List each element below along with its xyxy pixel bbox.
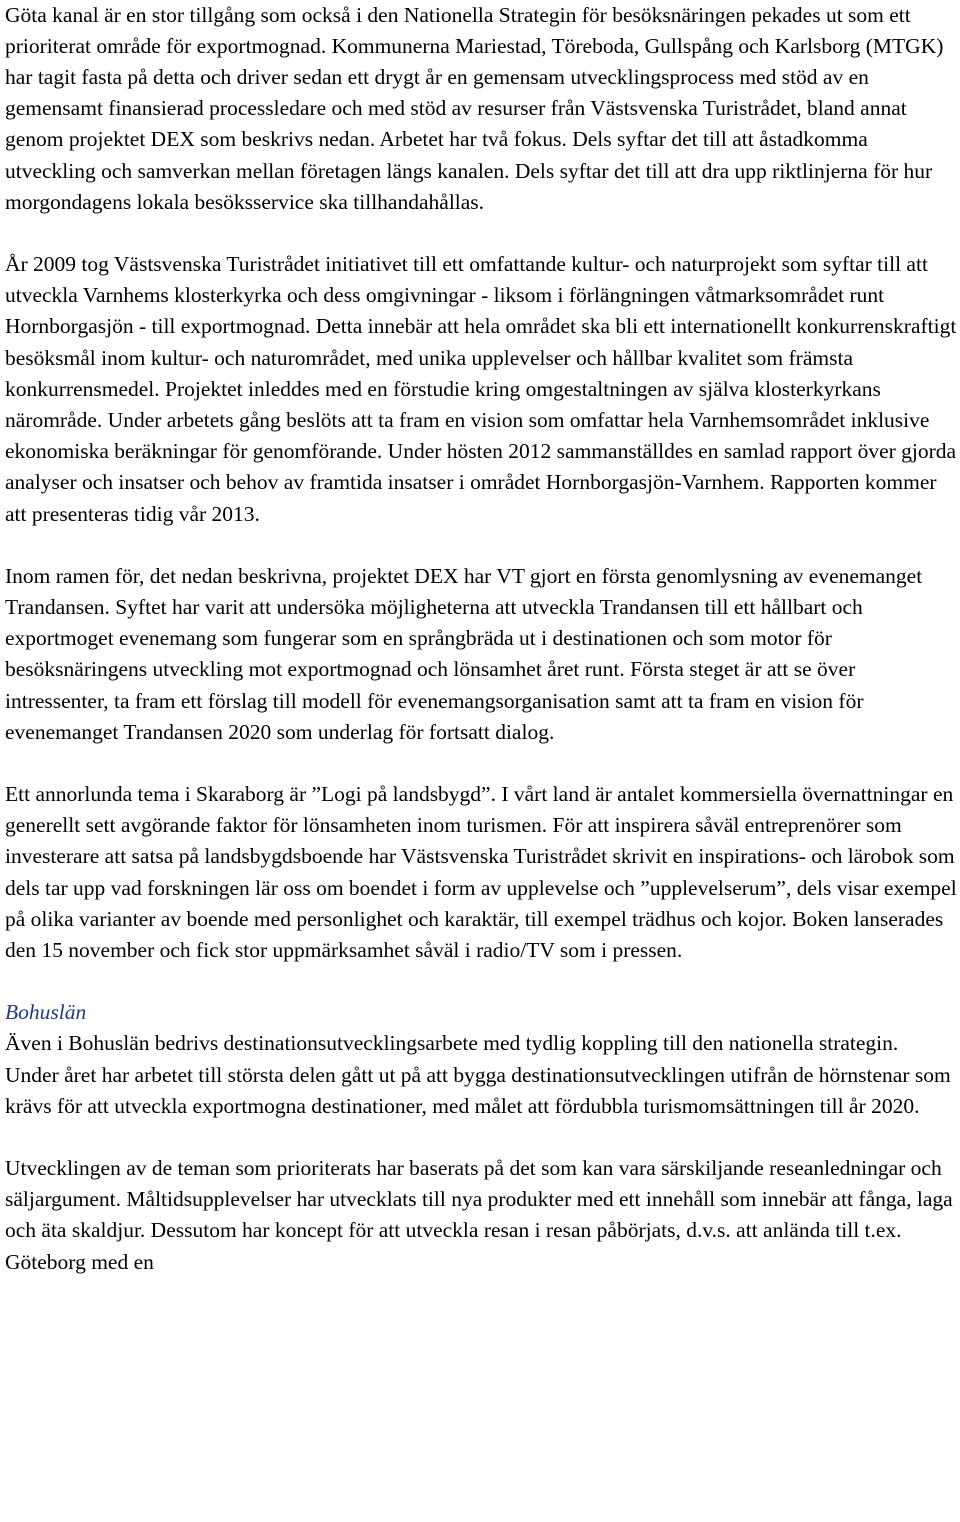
paragraph-logi-landsbygd: Ett annorlunda tema i Skaraborg är ”Logi på landsbygd”. I vårt land är antalet kommersiella övernattningar en generellt sett avgörande faktor för lönsamheten inom turismen. För att inspirera såväl entreprenörer som investerare att satsa på landsbygdsboende har Västsvenska Turistrådet skrivit en inspirations- och lärobok som dels tar upp vad forskningen lär oss om boendet i form av upplevelse och ”upplevelserum”, dels visar exempel på olika varianter av boende med personlighet och karaktär, till exempel trädhus och kojor. Boken lanserades den 15 november och fick stor uppmärksamhet såväl i radio/TV som i pressen. bbox=[5, 781, 957, 962]
paragraph-teman: Utvecklingen av de teman som prioriterats har baserats på det som kan vara särskiljande reseanledningar och säljargument. Måltidsupplevelser har utvecklats till nya produkter med ett innehåll som innebär att fånga, laga och äta skaldjur. Dessutom har koncept för att utveckla resan i resan påbörjats, d.v.s. att anlända till t.ex. Göteborg med en bbox=[5, 1156, 953, 1274]
document-page bbox=[5, 0, 957, 1278]
section-heading-bohuslan: Bohuslän bbox=[5, 1000, 87, 1025]
paragraph-trandansen: Inom ramen för, det nedan beskrivna, projektet DEX har VT gjort en första genomlysning av evenemanget Trandansen. Syftet har varit att undersöka möjligheterna att utveckla Trandansen till ett hållbart och exportmoget evenemang som fungerar som en språngbräda ut i destinationen och som motor för besöksnäringens utveckling mot exportmognad och lönsamhet året runt. Första steget är att se över intressenter, ta fram ett förslag till modell för evenemangsorganisation samt att ta fram en vision för evenemanget Trandansen 2020 som underlag för fortsatt dialog. bbox=[5, 563, 923, 744]
paragraph-bohuslan: Även i Bohuslän bedrivs destinationsutvecklingsarbete med tydlig koppling till den nationella strategin. Under året har arbetet till största delen gått ut på att bygga destinationsutvecklingen utifrån de hörnstenar som krävs för att utveckla exportmogna destinationer, med målet att fördubbla turismomsättningen till år 2020. bbox=[5, 1031, 951, 1118]
paragraph-gota-kanal bbox=[5, 0, 957, 218]
paragraph-gota-kanal-focus: Arbetet har två fokus. Dels syftar det till att åstadkomma utveckling och samverkan mellan företagen längs kanalen. Dels syftar det till att dra upp riktlinjerna för hur morgondagens lokala besöksservice ska tillhandahållas. bbox=[5, 127, 933, 214]
paragraph-varnhem: År 2009 tog Västsvenska Turistrådet initiativet till ett omfattande kultur- och naturprojekt som syftar till att utveckla Varnhems klosterkyrka och dess omgivningar - liksom i förlängningen våtmarksområdet runt Hornborgasjön - till exportmognad. Detta innebär att hela området ska bli ett internationellt konkurrenskraftigt besöksmål inom kultur- och naturområdet, med unika upplevelser och hållbar kvalitet som främsta konkurrensmedel. Projektet inleddes med en förstudie kring omgestaltningen av själva klosterkyrkans närområde. Under arbetets gång beslöts att ta fram en vision som omfattar hela Varnhemsområdet inklusive ekonomiska beräkningar för genomförande. Under hösten 2012 sammanställdes en samlad rapport över gjorda analyser och insatser och behov av framtida insatser i området Hornborgasjön-Varnhem. Rapporten kommer att presenteras tidig vår 2013. bbox=[5, 251, 957, 526]
paragraph-gota-kanal-main: Göta kanal är en stor tillgång som också i den Nationella Strategin för besöksnäringen pekades ut som ett prioriterat område för exportmognad. Kommunerna Mariestad, Töreboda, Gullspång och Karlsborg (MTGK) har tagit fasta på detta och driver sedan ett drygt år en gemensam utvecklingsprocess med stöd av en gemensamt finansierad processledare och med stöd av resurser från Västsvenska Turistrådet, bland annat genom projektet DEX som beskrivs nedan. bbox=[5, 2, 944, 152]
